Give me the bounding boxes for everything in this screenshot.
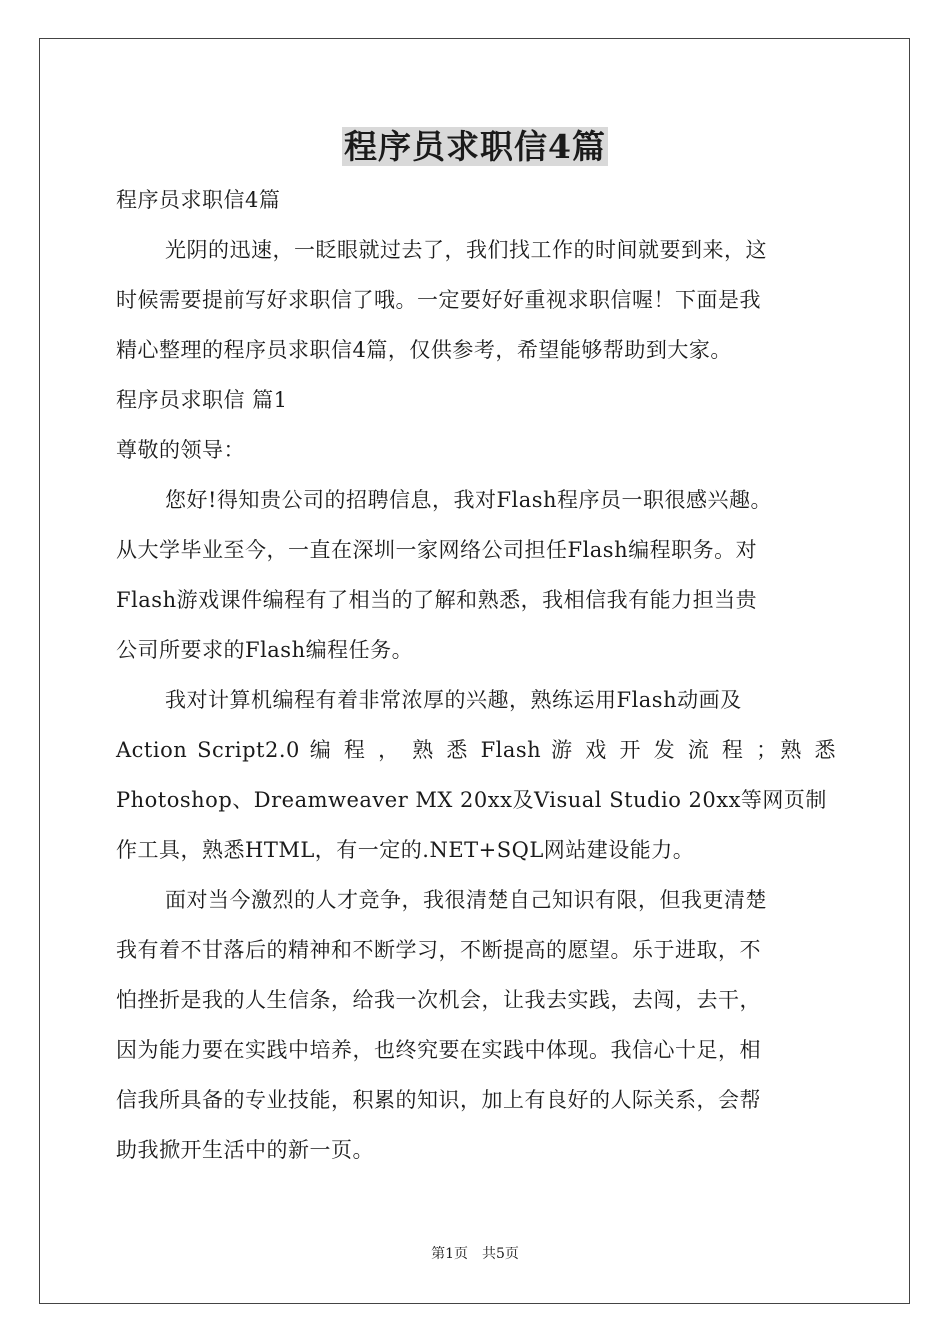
paragraph-3-line-4: 因为能力要在实践中培养，也终究要在实践中体现。我信心十足，相: [116, 1038, 761, 1062]
paragraph-3-line-2: 我有着不甘落后的精神和不断学习，不断提高的愿望。乐于进取，不: [116, 938, 761, 962]
paragraph-3-line-6: 助我掀开生活中的新一页。: [116, 1138, 374, 1162]
subtitle-line: 程序员求职信4篇: [116, 188, 281, 212]
page-number-footer: 第1页 共5页: [431, 1246, 519, 1262]
intro-line-2: 时候需要提前写好求职信了哦。一定要好好重视求职信喔！下面是我: [116, 288, 761, 312]
paragraph-1-line-3: Flash游戏课件编程有了相当的了解和熟悉，我相信我有能力担当贵: [116, 588, 758, 612]
intro-line-1: 光阴的迅速，一眨眼就过去了，我们找工作的时间就要到来，这: [165, 238, 767, 262]
paragraph-1-line-1: 您好!得知贵公司的招聘信息，我对Flash程序员一职很感兴趣。: [165, 488, 773, 512]
paragraph-2-line-1: 我对计算机编程有着非常浓厚的兴趣，熟练运用Flash动画及: [165, 688, 742, 712]
salutation: 尊敬的领导：: [116, 438, 245, 462]
paragraph-1-line-2: 从大学毕业至今，一直在深圳一家网络公司担任Flash编程职务。对: [116, 538, 758, 562]
intro-line-3: 精心整理的程序员求职信4篇，仅供参考，希望能够帮助到大家。: [116, 338, 732, 362]
paragraph-3-line-1: 面对当今激烈的人才竞争，我很清楚自己知识有限，但我更清楚: [165, 888, 767, 912]
document-title: [0, 122, 950, 172]
paragraph-3-line-3: 怕挫折是我的人生信条，给我一次机会，让我去实践，去闯，去干，: [116, 988, 761, 1012]
paragraph-3-line-5: 信我所具备的专业技能，积累的知识，加上有良好的人际关系，会帮: [116, 1088, 761, 1112]
document-title-text: 程序员求职信4篇: [344, 127, 606, 166]
paragraph-2-line-2: Action Script2.0 编 程 ， 熟 悉 Flash 游 戏 开 发 流 程 ；熟 悉: [116, 738, 836, 762]
document-body: [116, 175, 836, 1175]
paragraph-2-line-3: Photoshop、Dreamweaver MX 20xx及Visual Studio 20xx等网页制: [116, 788, 827, 812]
paragraph-1-line-4: 公司所要求的Flash编程任务。: [116, 638, 414, 662]
paragraph-2-line-4: 作工具，熟悉HTML，有一定的.NET+SQL网站建设能力。: [116, 838, 695, 862]
section-heading: 程序员求职信 篇1: [116, 388, 288, 412]
